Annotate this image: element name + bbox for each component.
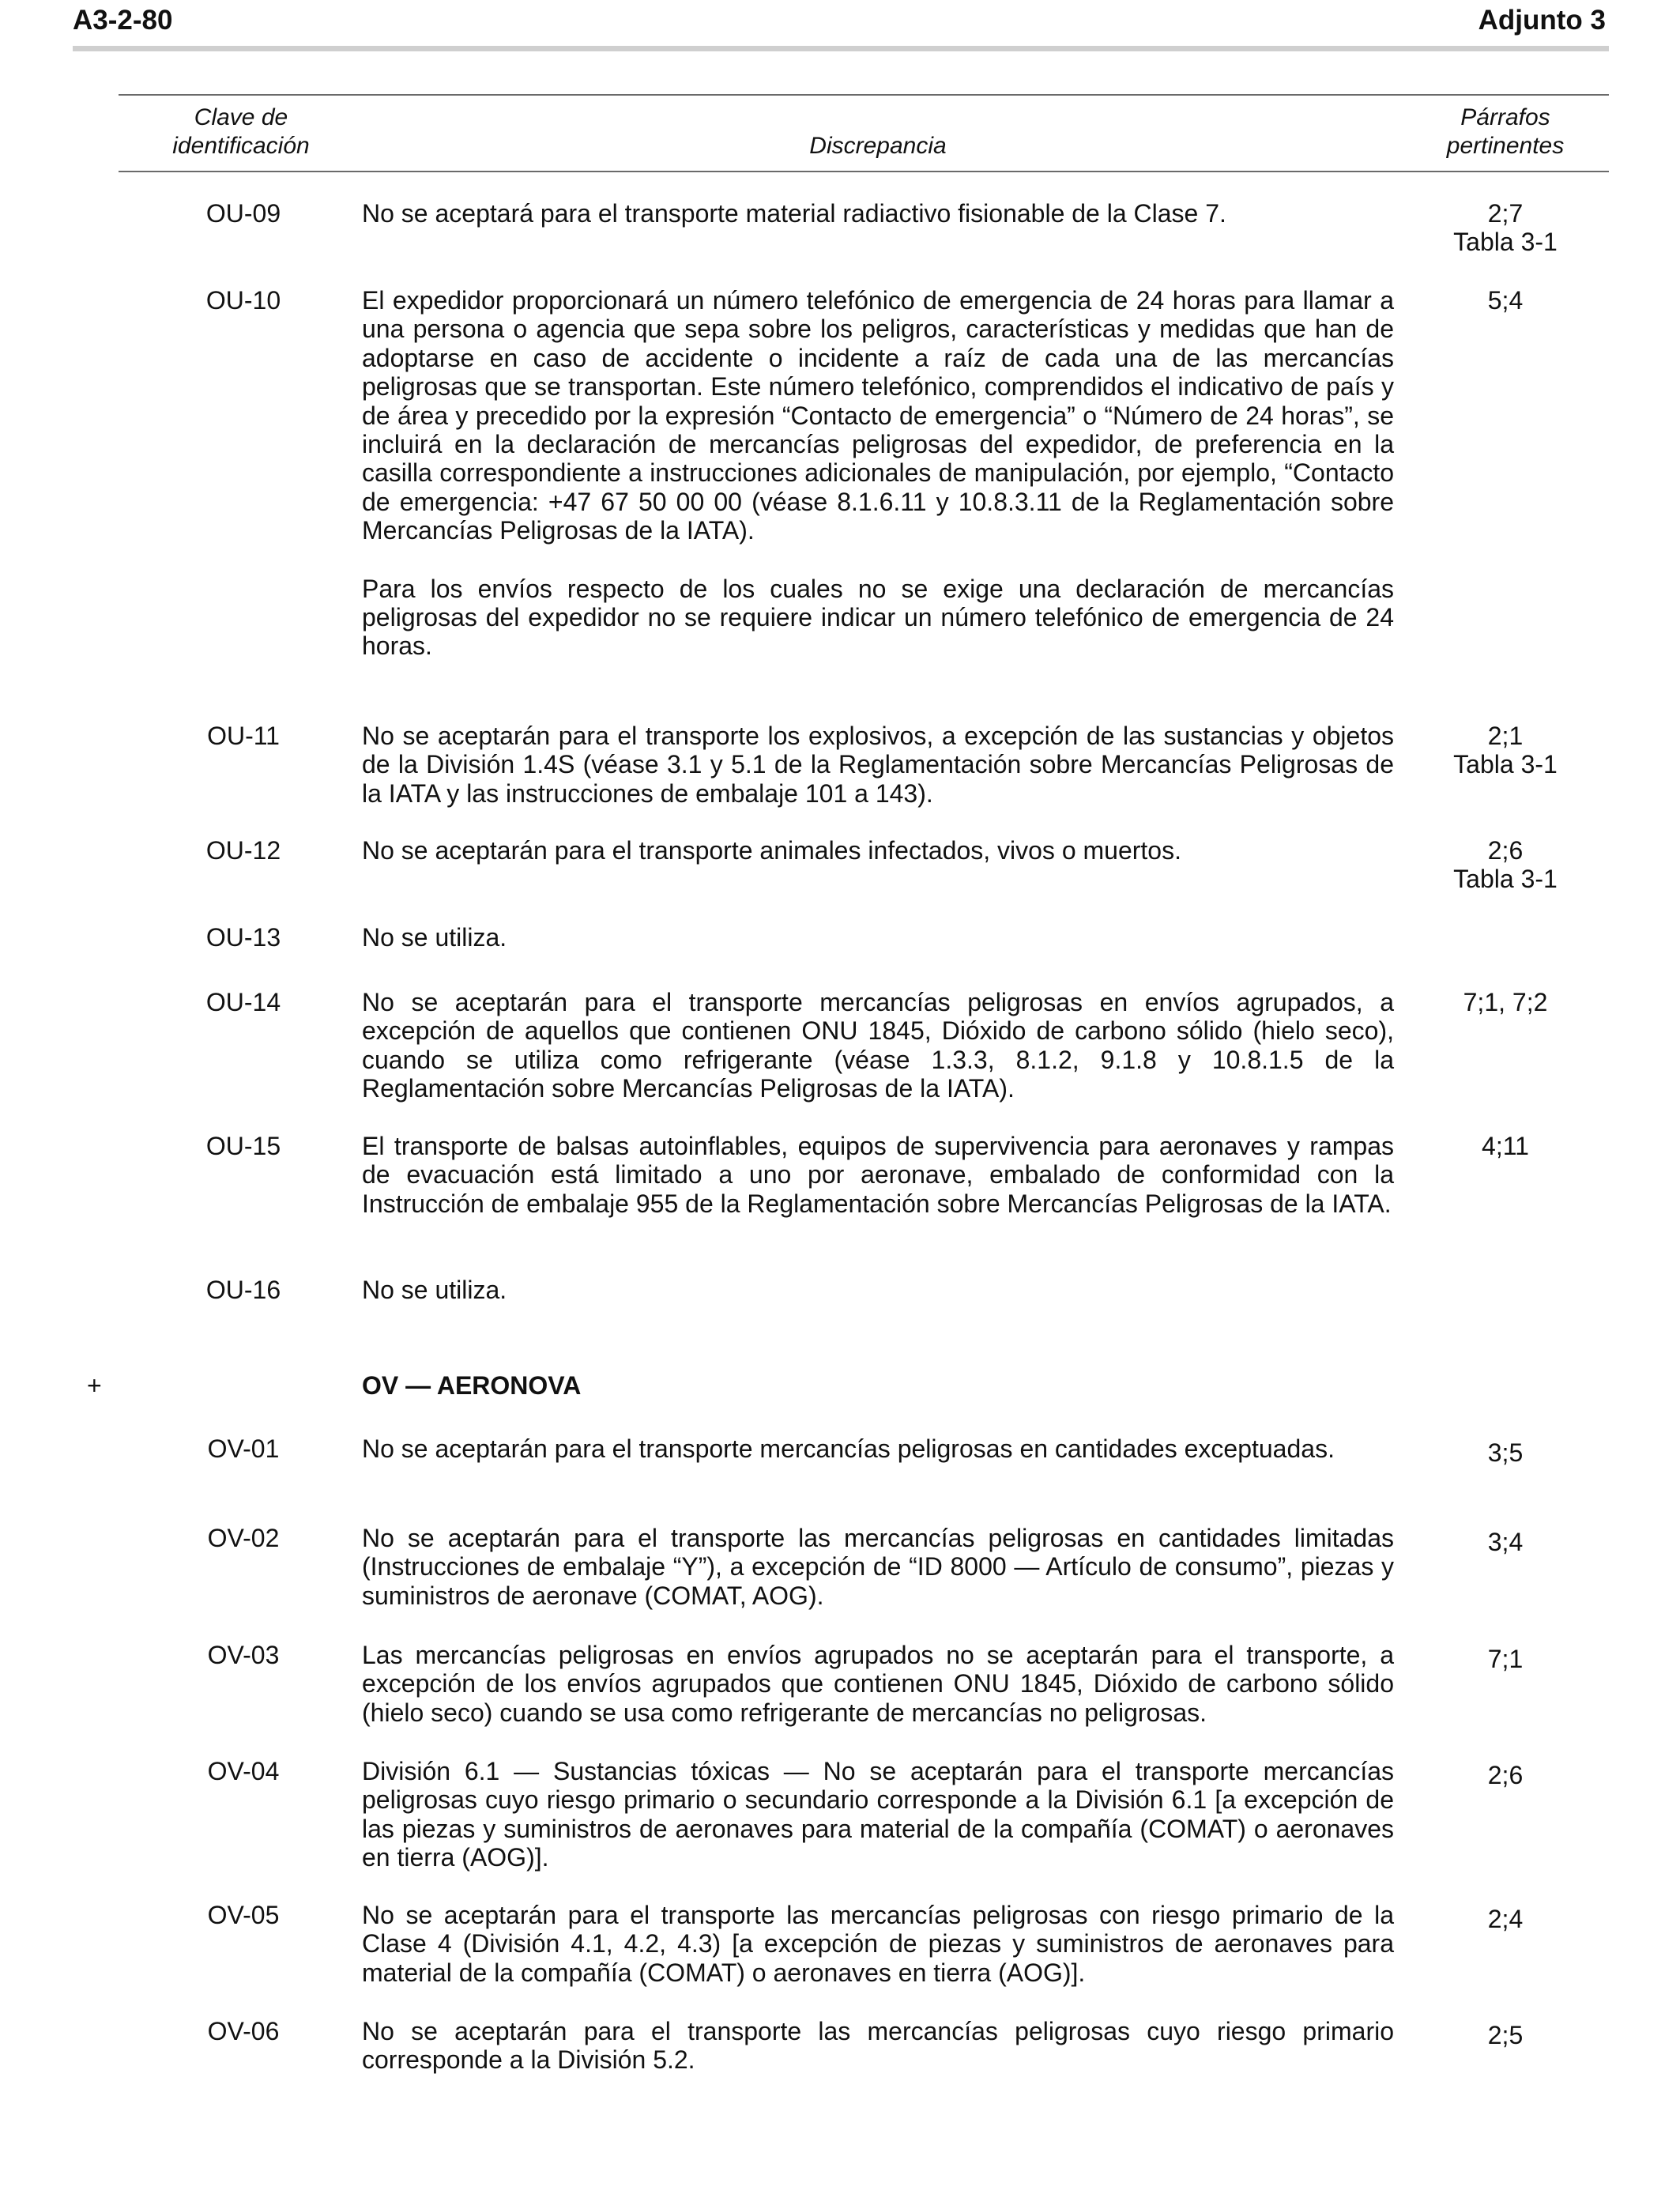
row-code: OU-12 bbox=[205, 836, 281, 865]
attachment-label: Adjunto 3 bbox=[1478, 5, 1606, 36]
row-description bbox=[362, 1434, 1394, 1463]
row-reference: Tabla 3-1 bbox=[1453, 865, 1558, 893]
row-description-paragraph: No se aceptarán para el transporte mercancías peligrosas en envíos agrupados, a excepción de aquellos que contienen ONU 1845, Dióxido de carbono sólido (hielo seco), cuando se utiliza como refrigerante (véase 1.3.3, 8.1.2, 9.1.8 y 10.8.1.5 de la Reglamentación sobre Mercancías Peligrosas de la IATA). bbox=[362, 988, 1394, 1103]
row-code: OU-13 bbox=[205, 923, 281, 952]
row-reference: 2;4 bbox=[1487, 1905, 1524, 1933]
row-description bbox=[362, 1757, 1394, 1872]
row-description-paragraph: No se aceptarán para el transporte animales infectados, vivos o muertos. bbox=[362, 836, 1181, 865]
column-header-refs-line1: Párrafos bbox=[1460, 104, 1550, 130]
row-code: OU-09 bbox=[205, 199, 281, 228]
row-reference: 7;1, 7;2 bbox=[1463, 988, 1548, 1016]
row-code: OV-03 bbox=[207, 1641, 280, 1669]
row-references bbox=[1422, 2021, 1588, 2049]
column-header-discrepancy: Discrepancia bbox=[809, 133, 947, 159]
row-references bbox=[1422, 286, 1588, 315]
row-reference: 2;6 bbox=[1487, 836, 1524, 865]
section-title: OV — AERONOVA bbox=[362, 1371, 582, 1400]
row-description bbox=[362, 1132, 1394, 1218]
row-references bbox=[1422, 722, 1588, 778]
row-code: OV-02 bbox=[207, 1524, 280, 1552]
row-description bbox=[362, 1276, 1394, 1304]
row-references bbox=[1422, 836, 1588, 893]
row-description-paragraph: No se aceptarán para el transporte los explosivos, a excepción de las sustancias y objetos de la División 1.4S (véase 3.1 y 5.1 de la Reglamentación sobre Mercancías Peligrosas de la IATA y las instrucciones de embalaje 101 a 143). bbox=[362, 722, 1394, 808]
row-description bbox=[362, 199, 1394, 228]
row-description-paragraph: Para los envíos respecto de los cuales no se exige una declaración de mercancías peligrosas del expedidor no se requiere indicar un número telefónico de emergencia de 24 horas. bbox=[362, 574, 1394, 661]
table-header-rule bbox=[119, 171, 1609, 172]
row-description-paragraph: No se aceptarán para el transporte las mercancías peligrosas en cantidades limitadas (Instrucciones de embalaje “Y”), a excepción de “ID 8000 — Artículo de consumo”, piezas y suministros de aeronave (COMAT, AOG). bbox=[362, 1524, 1394, 1610]
column-header-refs-line2: pertinentes bbox=[1446, 133, 1565, 159]
row-code: OU-14 bbox=[205, 988, 281, 1016]
row-references bbox=[1422, 1528, 1588, 1556]
row-description-paragraph: No se aceptará para el transporte material radiactivo fisionable de la Clase 7. bbox=[362, 199, 1226, 228]
row-code: OV-05 bbox=[207, 1901, 280, 1929]
row-reference: 2;1 bbox=[1487, 722, 1524, 750]
row-description-paragraph: No se utiliza. bbox=[362, 1276, 507, 1304]
row-code: OV-06 bbox=[207, 2017, 280, 2045]
row-code: OU-11 bbox=[207, 722, 280, 750]
row-reference: 4;11 bbox=[1482, 1132, 1529, 1160]
row-code: OU-16 bbox=[205, 1276, 281, 1304]
row-references bbox=[1422, 1438, 1588, 1467]
row-reference: Tabla 3-1 bbox=[1453, 228, 1558, 256]
page-header bbox=[73, 5, 1606, 41]
row-description-paragraph: No se utiliza. bbox=[362, 923, 507, 952]
row-description bbox=[362, 836, 1394, 865]
amendment-marker: + bbox=[87, 1371, 102, 1400]
row-description bbox=[362, 2017, 1394, 2075]
row-description bbox=[362, 988, 1394, 1103]
table-top-rule bbox=[119, 94, 1609, 96]
row-description-paragraph: División 6.1 — Sustancias tóxicas — No se aceptarán para el transporte mercancías peligrosas cuyo riesgo primario o secundario corresponde a la División 6.1 [a excepción de las piezas y suministros de aeronaves para material de la compañía (COMAT) o aeronaves en tierra (AOG)]. bbox=[362, 1757, 1394, 1872]
row-description bbox=[362, 722, 1394, 808]
row-references bbox=[1422, 199, 1588, 256]
row-code: OU-15 bbox=[205, 1132, 281, 1160]
row-description-paragraph: El expedidor proporcionará un número telefónico de emergencia de 24 horas para llamar a una persona o agencia que sepa sobre los peligros, características y medidas que han de adoptarse en caso de accidente o incidente a raíz de cada una de las mercancías peligrosas que se transportan. Este número telefónico, comprendidos el indicativo de país y de área y precedido por la expresión “Contacto de emergencia” o “Número de 24 horas”, se incluirá en la declaración de mercancías peligrosas del expedidor, de preferencia en la casilla correspondiente a instrucciones adicionales de manipulación, por ejemplo, “Contacto de emergencia: +47 67 50 00 00 (véase 8.1.6.11 y 10.8.3.11 de la Reglamentación sobre Mercancías Peligrosas de la IATA). bbox=[362, 286, 1394, 545]
row-reference: 7;1 bbox=[1487, 1645, 1524, 1673]
column-header-refs bbox=[1422, 104, 1588, 160]
row-references bbox=[1422, 1645, 1588, 1673]
row-description-paragraph: Las mercancías peligrosas en envíos agrupados no se aceptarán para el transporte, a excepción de los envíos agrupados que contienen ONU 1845, Dióxido de carbono sólido (hielo seco) cuando se usa como refrigerante de mercancías no peligrosas. bbox=[362, 1641, 1394, 1727]
row-reference: 2;7 bbox=[1487, 199, 1524, 228]
row-reference: 3;4 bbox=[1487, 1528, 1524, 1556]
row-references bbox=[1422, 988, 1588, 1016]
page-number: A3-2-80 bbox=[73, 5, 173, 36]
row-reference: 2;6 bbox=[1487, 1761, 1524, 1789]
row-description bbox=[362, 1524, 1394, 1610]
row-code: OV-01 bbox=[207, 1434, 280, 1463]
row-reference: 2;5 bbox=[1487, 2021, 1524, 2049]
row-code: OU-10 bbox=[205, 286, 281, 315]
row-references bbox=[1422, 1761, 1588, 1789]
row-description-paragraph: No se aceptarán para el transporte las mercancías peligrosas con riesgo primario de la Clase 4 (División 4.1, 4.2, 4.3) [a excepción de piezas y suministros de aeronaves para material de la compañía (COMAT) o aeronaves en tierra (AOG)]. bbox=[362, 1901, 1394, 1987]
row-description-paragraph: El transporte de balsas autoinflables, equipos de supervivencia para aeronaves y rampas de evacuación está limitado a uno por aeronave, embalado de conformidad con la Instrucción de embalaje 955 de la Reglamentación sobre Mercancías Peligrosas de la IATA. bbox=[362, 1132, 1394, 1218]
row-description-paragraph: No se aceptarán para el transporte mercancías peligrosas en cantidades exceptuadas. bbox=[362, 1434, 1335, 1463]
row-description-paragraph: No se aceptarán para el transporte las mercancías peligrosas cuyo riesgo primario corresponde a la División 5.2. bbox=[362, 2017, 1394, 2075]
column-header-code-line1: Clave de bbox=[194, 104, 288, 130]
header-rule bbox=[73, 46, 1609, 51]
row-references bbox=[1422, 1905, 1588, 1933]
row-reference: 5;4 bbox=[1487, 286, 1524, 315]
row-description bbox=[362, 286, 1394, 661]
row-description bbox=[362, 1641, 1394, 1727]
row-reference: 3;5 bbox=[1487, 1438, 1524, 1467]
column-header-code-line2: identificación bbox=[172, 133, 310, 159]
row-reference: Tabla 3-1 bbox=[1453, 750, 1558, 778]
row-references bbox=[1422, 1132, 1588, 1160]
row-description bbox=[362, 1901, 1394, 1987]
column-header-code bbox=[142, 104, 340, 160]
row-description bbox=[362, 923, 1394, 952]
row-code: OV-04 bbox=[207, 1757, 280, 1785]
